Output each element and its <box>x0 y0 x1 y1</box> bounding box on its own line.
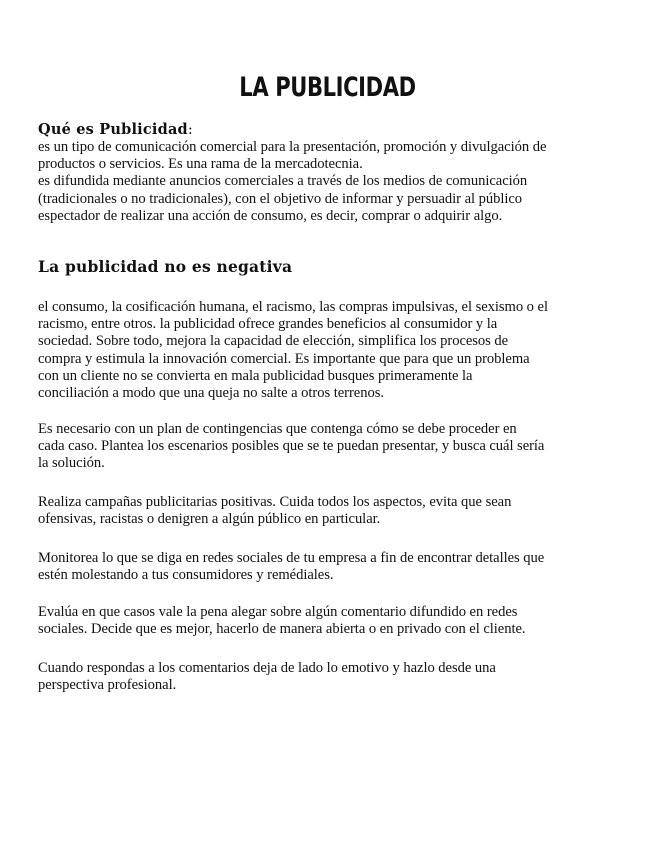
text-line: compra y estimula la innovación comercial. Es importante que para que un problema <box>38 350 530 367</box>
text-line: el consumo, la cosificación humana, el racismo, las compras impulsivas, el sexismo o el <box>38 299 548 315</box>
text-line: conciliación a modo que una queja no salte a otros terrenos. <box>38 385 384 402</box>
text-line: con un cliente no se convierta en mala publicidad busques primeramente la <box>38 367 473 384</box>
heading-text: Qué es Publicidad <box>38 121 188 138</box>
text-line: cada caso. Plantea los escenarios posibles que se te puedan presentar, y busca cuál sería <box>38 438 545 455</box>
text-line: es un tipo de comunicación comercial para la presentación, promoción y divulgación de <box>38 139 547 155</box>
text-line: Es necesario con un plan de contingencias que contenga cómo se debe proceder en <box>38 421 517 437</box>
paragraph-2 <box>38 421 623 473</box>
definition-paragraph <box>38 139 623 225</box>
section-what-is-advertising <box>38 121 623 225</box>
text-line: estén molestando a tus consumidores y remédiales. <box>38 567 334 584</box>
heading-colon: : <box>187 122 193 138</box>
section-heading-not-negative: La publicidad no es negativa <box>38 257 293 276</box>
text-line: es difundida mediante anuncios comerciales a través de los medios de comunicación <box>38 173 528 190</box>
text-line: espectador de realizar una acción de consumo, es decir, comprar o adquirir algo. <box>38 207 503 224</box>
paragraph-5 <box>38 604 623 638</box>
text-line: racismo, entre otros. la publicidad ofrece grandes beneficios al consumidor y la <box>38 316 498 333</box>
paragraph-4 <box>38 550 623 584</box>
section-heading <box>38 121 623 139</box>
text-line: sociedad. Sobre todo, mejora la capacidad de elección, simplifica los procesos de <box>38 333 509 350</box>
text-line: Realiza campañas publicitarias positivas. Cuida todos los aspectos, evita que sean <box>38 494 512 510</box>
text-line: productos o servicios. Es una rama de la mercadotecnia. <box>38 156 363 173</box>
text-line: ofensivas, racistas o denigren a algún público en particular. <box>38 511 381 528</box>
paragraph-6 <box>38 660 623 694</box>
paragraph-3 <box>38 494 623 528</box>
text-line: Cuando respondas a los comentarios deja de lado lo emotivo y hazlo desde una <box>38 660 496 676</box>
text-line: Monitorea lo que se diga en redes sociales de tu empresa a fin de encontrar detalles que <box>38 550 545 566</box>
text-line: (tradicionales o no tradicionales), con el objetivo de informar y persuadir al público <box>38 190 523 207</box>
text-line: perspectiva profesional. <box>38 677 177 694</box>
page-title: LA PUBLICIDAD <box>239 72 416 103</box>
text-line: Evalúa en que casos vale la pena alegar sobre algún comentario difundido en redes <box>38 604 518 620</box>
text-line: la solución. <box>38 455 105 472</box>
paragraph-1 <box>38 299 623 402</box>
text-line: sociales. Decide que es mejor, hacerlo de manera abierta o en privado con el cliente. <box>38 621 526 638</box>
